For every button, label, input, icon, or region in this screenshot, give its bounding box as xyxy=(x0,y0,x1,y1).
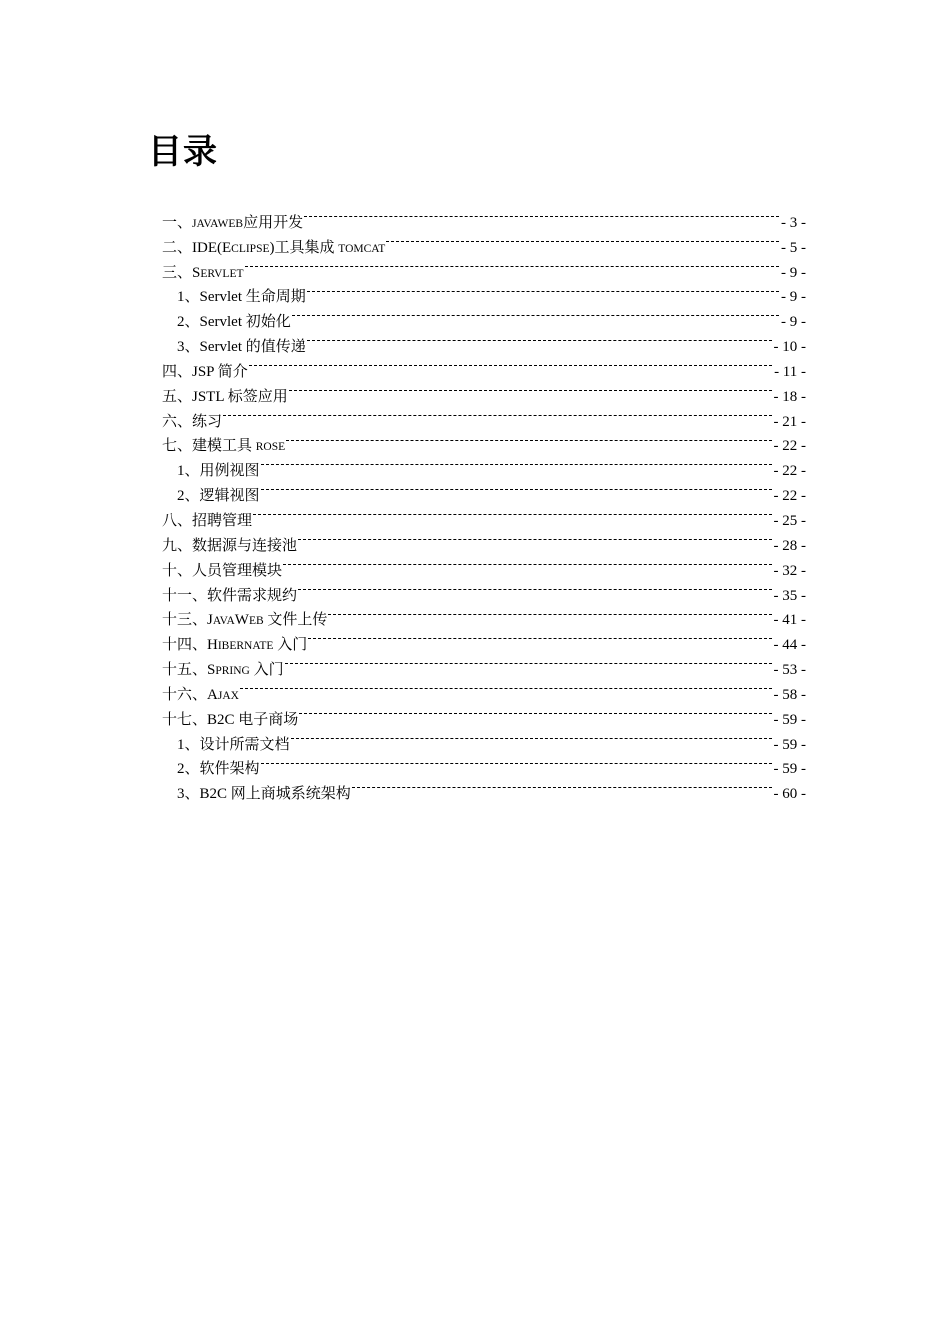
toc-dot-leader xyxy=(307,326,772,351)
toc-entry-title xyxy=(177,484,260,509)
toc-dot-leader xyxy=(240,674,772,699)
toc-entry-title xyxy=(177,285,306,310)
toc-entry[interactable] xyxy=(162,351,806,380)
toc-page-number: - 60 - xyxy=(773,786,806,803)
toc-page-number: - 35 - xyxy=(773,587,806,604)
toc-title-fragment: 2、逻辑视图 xyxy=(177,488,260,505)
toc-entry-title xyxy=(162,360,248,385)
toc-page-number: - 9 - xyxy=(781,314,806,331)
toc-page-number: - 32 - xyxy=(773,562,806,579)
toc-dot-leader xyxy=(328,600,771,625)
toc-entry-title xyxy=(162,708,298,733)
toc-entry-title xyxy=(177,782,351,807)
toc-dot-leader xyxy=(261,450,772,475)
toc-page-number: - 3 - xyxy=(781,214,806,231)
toc-title-fragment: 应用开发 xyxy=(243,214,304,231)
toc-entry-title xyxy=(162,410,222,435)
toc-page-number: - 59 - xyxy=(773,736,806,753)
toc-dot-leader xyxy=(291,724,772,749)
toc-dot-leader xyxy=(289,376,772,401)
toc-title-fragment: 十七、B2C 电子商场 xyxy=(162,711,299,728)
toc-title-fragment: PRING xyxy=(215,665,250,678)
toc-page-number: - 9 - xyxy=(781,289,806,306)
toc-entry[interactable] xyxy=(162,500,806,529)
toc-page-number: - 59 - xyxy=(773,761,806,778)
toc-page-number: - 18 - xyxy=(773,388,806,405)
toc-title-fragment: 3、B2C 网上商城系统架构 xyxy=(177,786,351,803)
toc-entry-title xyxy=(177,310,291,335)
toc-entry-title xyxy=(162,584,297,609)
toc-title-fragment: 入门 xyxy=(249,662,284,679)
toc-dot-leader xyxy=(245,252,780,277)
toc-title-fragment: 七、建模工具 xyxy=(162,438,256,455)
toc-title-fragment: 三、S xyxy=(162,264,201,281)
toc-page-number: - 41 - xyxy=(773,612,806,629)
toc-entry[interactable] xyxy=(162,674,806,703)
toc-page-number: - 22 - xyxy=(773,463,806,480)
toc-title-fragment: 十三、J xyxy=(162,612,213,629)
toc-title-fragment: 十五、S xyxy=(162,662,216,679)
toc-entry-title xyxy=(177,459,260,484)
toc-title-fragment: EB xyxy=(228,217,244,230)
toc-title-fragment: 1、Servlet 生命周期 xyxy=(177,289,306,306)
toc-entry[interactable] xyxy=(162,202,806,231)
toc-title-fragment: 五、JSTL 标签应用 xyxy=(162,388,288,405)
toc-entry[interactable] xyxy=(162,401,806,430)
table-of-contents xyxy=(162,202,806,803)
toc-entry-title xyxy=(177,757,260,782)
toc-title-fragment: 八、招聘管理 xyxy=(162,512,253,529)
toc-page-number: - 22 - xyxy=(773,438,806,455)
toc-page-number: - 44 - xyxy=(773,637,806,654)
toc-page-number: - 10 - xyxy=(773,339,806,356)
toc-title-fragment: 十六、A xyxy=(162,686,218,703)
toc-dot-leader xyxy=(292,301,779,326)
toc-entry-title xyxy=(162,608,327,634)
toc-page-number: - 5 - xyxy=(781,239,806,256)
toc-dot-leader xyxy=(249,351,772,376)
toc-dot-leader xyxy=(261,749,772,774)
toc-title-fragment: JAX xyxy=(217,689,239,702)
toc-dot-leader xyxy=(386,227,779,252)
toc-dot-leader xyxy=(253,500,771,525)
toc-title-fragment: 六、练习 xyxy=(162,413,223,430)
toc-title-fragment: 1、用例视图 xyxy=(177,463,260,480)
toc-title-fragment: 十一、软件需求规约 xyxy=(162,587,298,604)
page-title: 目录 xyxy=(148,132,218,172)
toc-title-fragment: 十、人员管理模块 xyxy=(162,562,283,579)
toc-dot-leader xyxy=(223,401,771,426)
toc-dot-leader xyxy=(352,773,772,798)
toc-title-fragment: 一、 xyxy=(162,214,193,231)
toc-title-fragment: TOMCAT xyxy=(338,242,386,255)
toc-page-number: - 25 - xyxy=(773,512,806,529)
toc-entry-title xyxy=(162,683,239,709)
toc-dot-leader xyxy=(308,624,771,649)
toc-dot-leader xyxy=(285,649,772,674)
toc-title-fragment: AVA xyxy=(212,615,235,628)
toc-title-fragment: 文件上传 xyxy=(263,612,328,629)
toc-title-fragment: 3、Servlet 的值传递 xyxy=(177,339,306,356)
toc-title-fragment: 1、设计所需文档 xyxy=(177,736,290,753)
toc-dot-leader xyxy=(304,202,779,227)
toc-dot-leader xyxy=(307,277,779,302)
toc-title-fragment: 二、IDE(E xyxy=(162,239,232,256)
toc-title-fragment: IBERNATE xyxy=(217,640,274,653)
toc-page-number: - 28 - xyxy=(773,537,806,554)
toc-page-number: - 22 - xyxy=(773,488,806,505)
toc-entry[interactable] xyxy=(162,277,806,306)
toc-title-fragment: 入门 xyxy=(273,637,308,654)
toc-dot-leader xyxy=(298,575,771,600)
toc-page-number: - 59 - xyxy=(773,711,806,728)
toc-title-fragment: 十四、H xyxy=(162,637,218,654)
toc-page-number: - 11 - xyxy=(774,363,806,380)
toc-title-fragment: ROSE xyxy=(255,441,286,454)
toc-entry[interactable] xyxy=(162,699,806,728)
toc-title-fragment: 2、Servlet 初始化 xyxy=(177,314,291,331)
toc-title-fragment: CLIPSE xyxy=(231,242,270,255)
toc-page-number: - 9 - xyxy=(781,264,806,281)
toc-dot-leader xyxy=(298,525,771,550)
toc-page-number: - 21 - xyxy=(773,413,806,430)
toc-entry-title xyxy=(162,261,244,287)
toc-dot-leader xyxy=(299,699,771,724)
toc-title-fragment: )工具集成 xyxy=(269,239,339,256)
toc-page-number: - 53 - xyxy=(773,662,806,679)
toc-title-fragment: 四、JSP 简介 xyxy=(162,363,248,380)
toc-entry-title xyxy=(162,534,297,559)
toc-dot-leader xyxy=(261,475,772,500)
toc-dot-leader xyxy=(286,426,771,451)
toc-title-fragment: 2、软件架构 xyxy=(177,761,260,778)
toc-entry[interactable] xyxy=(162,426,806,455)
toc-title-fragment: W xyxy=(234,612,249,629)
toc-title-fragment: ERVLET xyxy=(200,267,244,280)
toc-page-number: - 58 - xyxy=(773,686,806,703)
toc-title-fragment: JAVAW xyxy=(192,217,229,230)
toc-title-fragment: 九、数据源与连接池 xyxy=(162,537,298,554)
toc-entry[interactable] xyxy=(162,525,806,554)
toc-entry-title xyxy=(162,211,303,237)
toc-title-fragment: EB xyxy=(248,615,264,628)
toc-entry-title xyxy=(162,509,252,534)
toc-dot-leader xyxy=(283,550,771,575)
toc-entry-title xyxy=(162,559,282,584)
toc-entry[interactable] xyxy=(162,252,806,281)
toc-entry[interactable] xyxy=(162,376,806,405)
